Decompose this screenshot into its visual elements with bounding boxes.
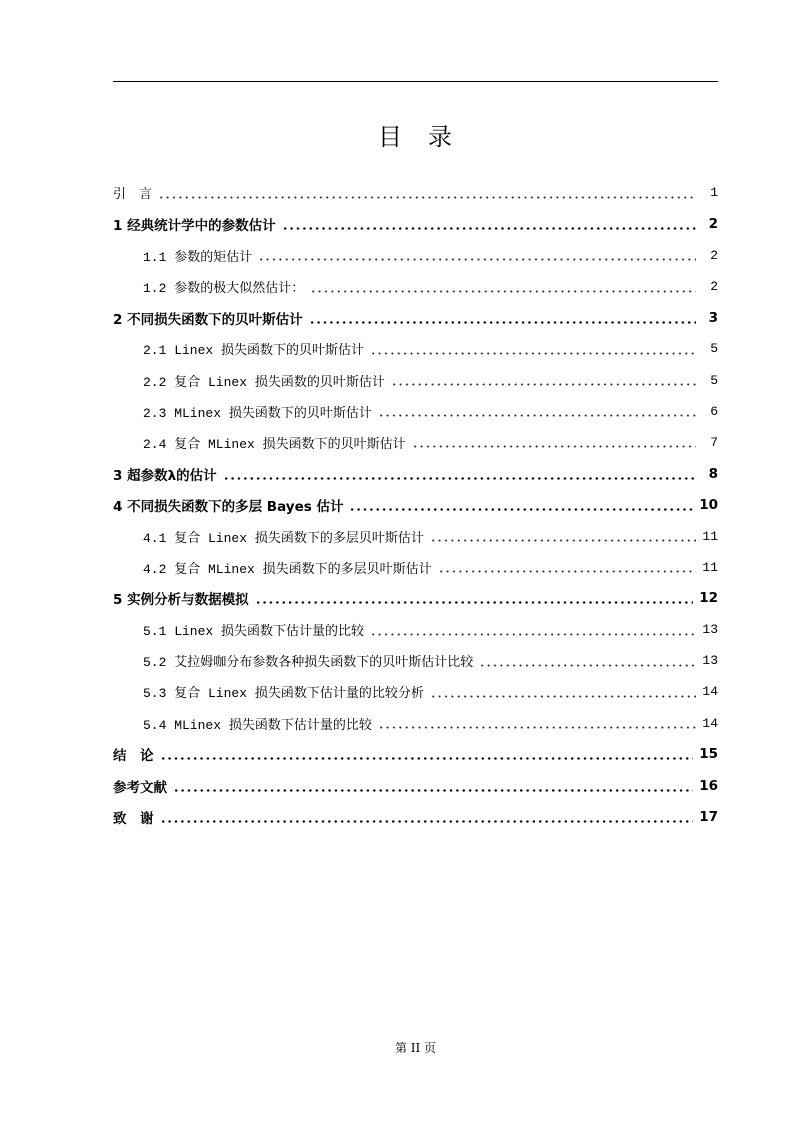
toc-entry-page-number: 12: [699, 590, 718, 607]
dot-leader: [158, 189, 696, 199]
toc-entry-chapter-3: [113, 458, 718, 489]
toc-entry-page-number: 2: [710, 247, 718, 263]
toc-entry-section-5-3: [113, 676, 718, 707]
toc-entry-label: 参考文献: [113, 779, 167, 796]
toc-entry-label: 2.3 MLinex 损失函数下的贝叶斯估计: [143, 405, 372, 421]
toc-entry-page-number: 3: [708, 309, 718, 326]
toc-entry-chapter-1: [113, 209, 718, 240]
dot-leader: [370, 345, 696, 355]
table-of-contents: [113, 177, 718, 832]
toc-entry-chapter-4: [113, 489, 718, 520]
toc-entry-page-number: 17: [699, 808, 718, 825]
dot-leader: [370, 626, 696, 636]
toc-entry-label: 引 言: [113, 187, 153, 203]
toc-entry-label: 2.4 复合 MLinex 损失函数下的贝叶斯估计: [143, 436, 406, 452]
toc-entry-label: 4.2 复合 MLinex 损失函数下的多层贝叶斯估计: [143, 561, 432, 577]
toc-entry-section-2-1: [113, 333, 718, 364]
toc-entry-page-number: 2: [710, 279, 718, 295]
dot-leader: [282, 220, 696, 230]
toc-entry-references: [113, 770, 718, 801]
page-title: 目 录: [378, 123, 453, 151]
toc-entry-label: 2.2 复合 Linex 损失函数的贝叶斯估计: [143, 374, 385, 390]
toc-entry-label: 5.3 复合 Linex 损失函数下估计量的比较分析: [143, 686, 424, 702]
toc-entry-page-number: 13: [702, 622, 718, 638]
toc-entry-label: 4.1 复合 Linex 损失函数下的多层贝叶斯估计: [143, 530, 424, 546]
toc-entry-page-number: 5: [710, 372, 718, 388]
dot-leader: [173, 782, 693, 792]
toc-entry-label: 1.2 参数的极大似然估计：: [143, 281, 305, 297]
toc-entry-label: 1.1 参数的矩估计: [143, 249, 253, 265]
dot-leader: [430, 688, 696, 698]
toc-entry-page-number: 7: [710, 434, 718, 450]
dot-leader: [412, 438, 696, 448]
toc-entry-section-2-4: [113, 427, 718, 458]
toc-entry-page-number: 2: [708, 216, 718, 233]
toc-entry-section-5-1: [113, 614, 718, 645]
toc-entry-label: 1 经典统计学中的参数估计: [113, 218, 276, 235]
dot-leader: [391, 376, 696, 386]
toc-entry-section-4-1: [113, 520, 718, 551]
dot-leader: [378, 407, 696, 417]
toc-entry-section-5-2: [113, 645, 718, 676]
dot-leader: [430, 532, 696, 542]
toc-entry-label: 5.1 Linex 损失函数下估计量的比较: [143, 624, 365, 640]
toc-entry-label: 2.1 Linex 损失函数下的贝叶斯估计: [143, 343, 365, 359]
toc-entry-label: 2 不同损失函数下的贝叶斯估计: [113, 311, 303, 328]
dot-leader: [438, 563, 696, 573]
toc-entry-page-number: 15: [699, 746, 718, 763]
toc-entry-page-number: 5: [710, 341, 718, 357]
toc-entry-page-number: 1: [710, 185, 718, 201]
dot-leader: [258, 251, 696, 261]
toc-entry-acknowledgements: [113, 801, 718, 832]
toc-entry-label: 致 谢: [113, 810, 154, 827]
toc-entry-label: 4 不同损失函数下的多层 Bayes 估计: [113, 498, 344, 515]
page-footer-number: 第 II 页: [394, 1041, 437, 1055]
toc-entry-label: 5 实例分析与数据模拟: [113, 592, 249, 609]
toc-entry-section-2-2: [113, 365, 718, 396]
toc-entry-section-1-1: [113, 240, 718, 271]
toc-entry-page-number: 14: [702, 715, 718, 731]
dot-leader: [160, 813, 694, 823]
dot-leader: [223, 470, 696, 480]
dot-leader: [255, 594, 694, 604]
toc-entry-section-5-4: [113, 708, 718, 739]
toc-entry-page-number: 11: [702, 559, 718, 575]
toc-entry-chapter-2: [113, 302, 718, 333]
toc-entry-label: 结 论: [113, 748, 154, 765]
header-rule: [113, 81, 718, 82]
toc-entry-introduction: [113, 177, 718, 208]
dot-leader: [378, 719, 696, 729]
toc-entry-section-2-3: [113, 396, 718, 427]
toc-entry-conclusion: [113, 739, 718, 770]
toc-entry-page-number: 11: [702, 528, 718, 544]
dot-leader: [309, 314, 696, 324]
toc-entry-section-4-2: [113, 552, 718, 583]
toc-entry-page-number: 10: [699, 496, 718, 513]
toc-entry-section-1-2: [113, 271, 718, 302]
toc-entry-label: 5.4 MLinex 损失函数下估计量的比较: [143, 717, 372, 733]
toc-entry-page-number: 13: [702, 653, 718, 669]
toc-entry-page-number: 6: [710, 403, 718, 419]
dot-leader: [479, 657, 696, 667]
toc-entry-label: 5.2 艾拉姆咖分布参数各种损失函数下的贝叶斯估计比较: [143, 655, 474, 671]
dot-leader: [160, 750, 694, 760]
toc-entry-page-number: 16: [699, 777, 718, 794]
dot-leader: [349, 501, 693, 511]
toc-entry-chapter-5: [113, 583, 718, 614]
toc-entry-page-number: 8: [708, 465, 718, 482]
toc-entry-page-number: 14: [702, 684, 718, 700]
toc-entry-label: 3 超参数λ的估计: [113, 467, 217, 484]
dot-leader: [310, 283, 696, 293]
